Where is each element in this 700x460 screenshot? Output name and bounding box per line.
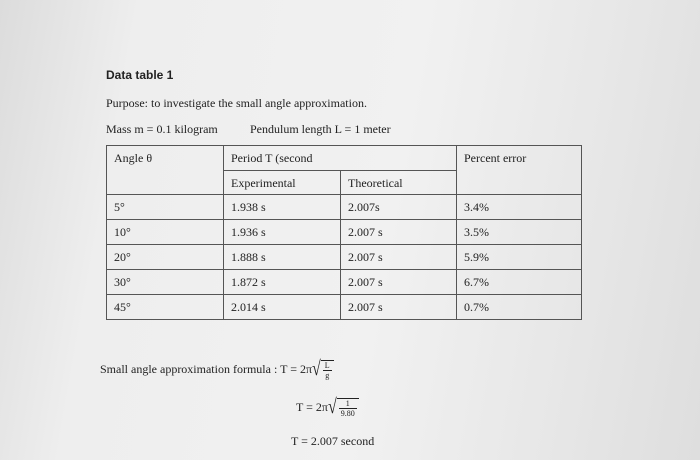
cell-experimental: 1.938 s bbox=[223, 194, 341, 220]
result-text: T = 2.007 second bbox=[291, 434, 375, 448]
cell-error: 6.7% bbox=[456, 269, 582, 295]
cell-theoretical: 2.007 s bbox=[340, 269, 457, 295]
cell-angle: 20° bbox=[106, 244, 224, 270]
cell-experimental: 1.872 s bbox=[223, 269, 341, 295]
sqrt-icon: √ bbox=[327, 396, 337, 419]
header-experimental: Experimental bbox=[223, 170, 341, 195]
length-text: Pendulum length L = 1 meter bbox=[250, 122, 391, 136]
cell-angle: 45° bbox=[106, 294, 224, 320]
data-table bbox=[106, 145, 582, 320]
cell-error: 5.9% bbox=[456, 244, 582, 270]
mass-text: Mass m = 0.1 kilogram bbox=[106, 122, 218, 136]
formula-line: Small angle approximation formula : T = 2π√ $\frac{L}{g}$ bbox=[100, 360, 334, 380]
cell-theoretical: 2.007 s bbox=[340, 294, 457, 320]
cell-angle: 30° bbox=[106, 269, 224, 295]
sqrt-icon: √ bbox=[312, 358, 321, 381]
header-percent-error: Percent error bbox=[456, 145, 582, 195]
cell-experimental: 1.936 s bbox=[223, 219, 341, 245]
cell-error: 3.4% bbox=[456, 194, 582, 220]
header-angle: Angle θ bbox=[106, 145, 224, 195]
cell-error: 3.5% bbox=[456, 219, 582, 245]
cell-error: 0.7% bbox=[456, 294, 582, 320]
header-theoretical: Theoretical bbox=[340, 170, 457, 195]
substituted-equation: T = 2π√ $\frac{1}{9.80}$ bbox=[296, 398, 359, 418]
header-period: Period T (second bbox=[223, 145, 457, 171]
cell-theoretical: 2.007s bbox=[340, 194, 457, 220]
cell-experimental: 2.014 s bbox=[223, 294, 341, 320]
purpose-text: Purpose: to investigate the small angle approximation. bbox=[106, 96, 367, 110]
cell-theoretical: 2.007 s bbox=[340, 219, 457, 245]
cell-angle: 10° bbox=[106, 219, 224, 245]
cell-experimental: 1.888 s bbox=[223, 244, 341, 270]
cell-angle: 5° bbox=[106, 194, 224, 220]
cell-theoretical: 2.007 s bbox=[340, 244, 457, 270]
table-title: Data table 1 bbox=[106, 68, 174, 82]
